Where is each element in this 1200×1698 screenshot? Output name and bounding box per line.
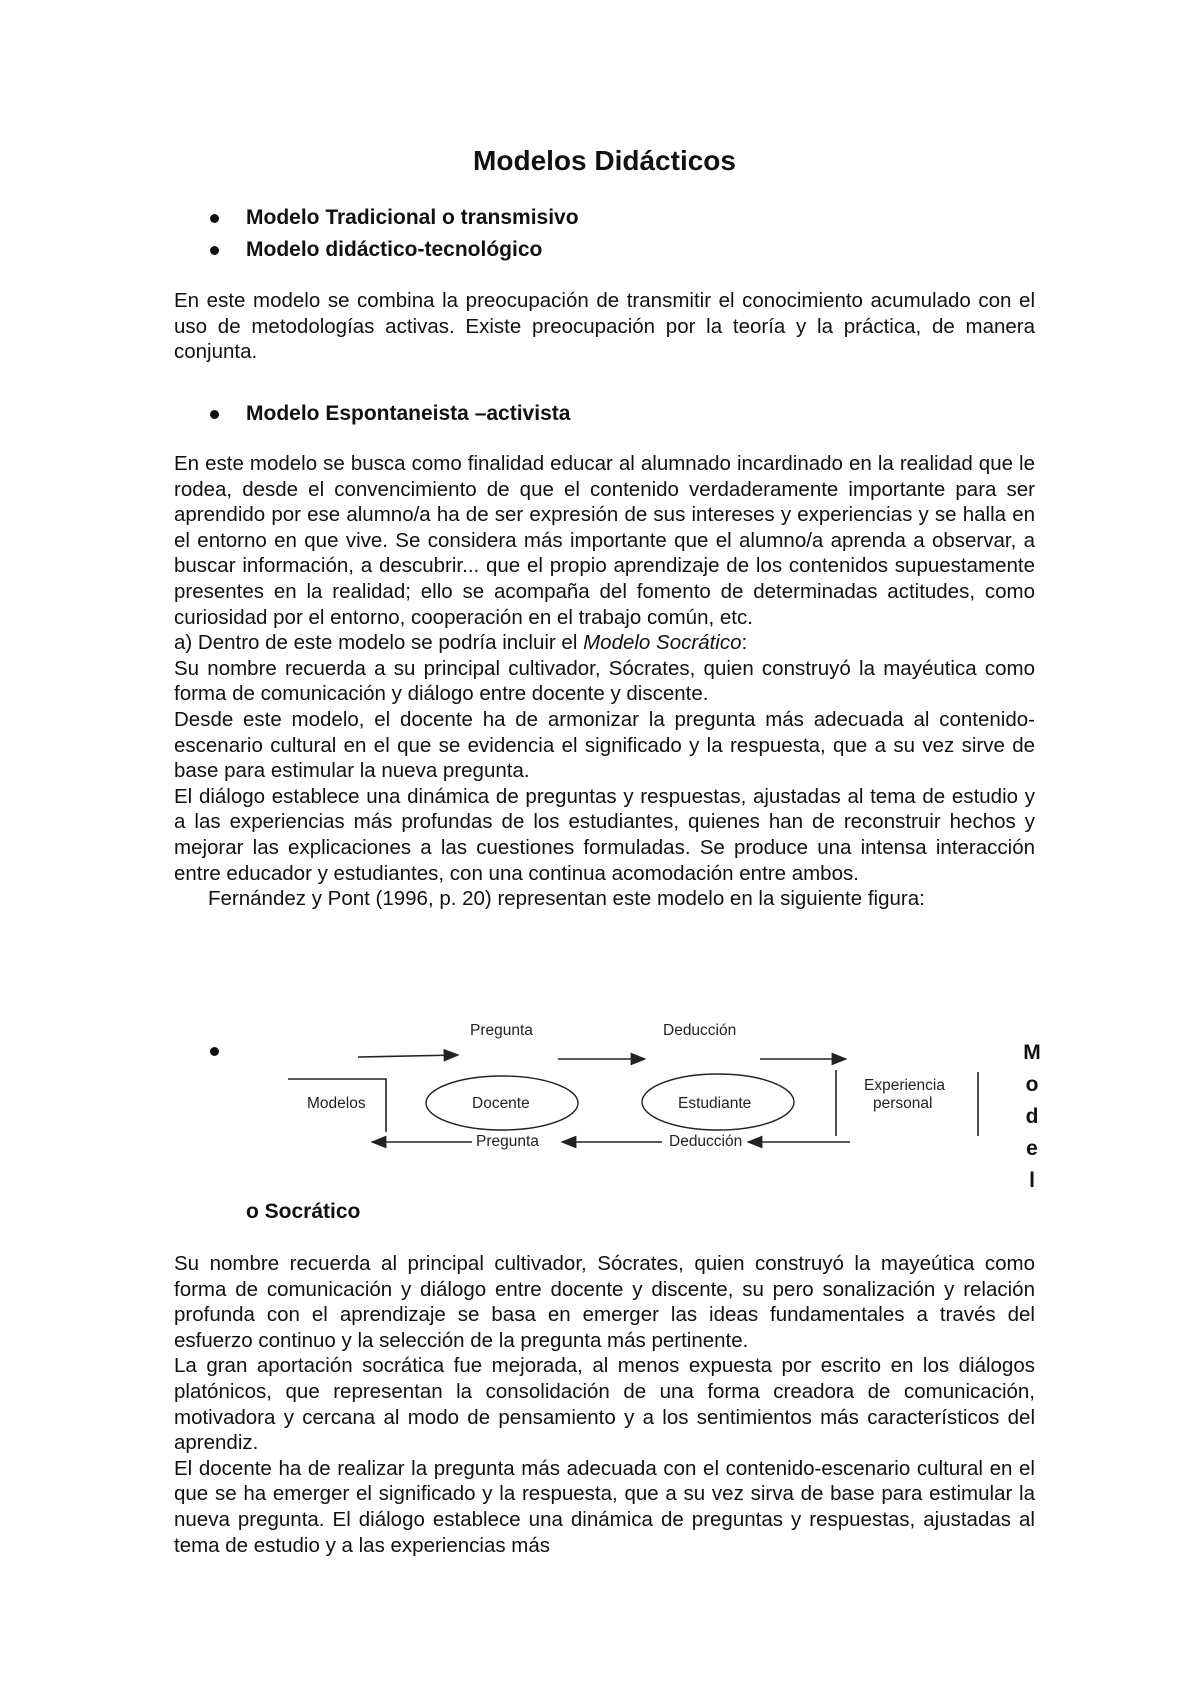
- vertical-letter-d: d: [1025, 1105, 1039, 1128]
- label-pregunta-bottom: Pregunta: [476, 1133, 539, 1150]
- intro-italic: Modelo Socrático: [583, 631, 742, 655]
- paragraph-fernandez: Fernández y Pont (1996, p. 20) representan este modelo en la siguiente figura:: [208, 887, 925, 911]
- heading-socratico: o Socrático: [246, 1200, 361, 1223]
- section-socratico-heading: [174, 1197, 1035, 1227]
- label-deduccion-bottom: Deducción: [669, 1133, 743, 1150]
- bullet-label: Modelo didáctico-tecnológico: [246, 238, 543, 261]
- paragraph-desde: Desde este modelo, el docente ha de armonizar la pregunta más adecuada al contenido-escenario cultural en el que se evidencia el significado y la respuesta, que a su vez sirve de base para estimular la nueva pregunta.: [174, 707, 1035, 783]
- paragraph-dialogo: El diálogo establece una dinámica de preguntas y respuestas, ajustadas al tema de estudio y a las experiencias más profundas de los estudiantes, quienes han de reconstruir hechos y mejorar las explicaciones a las cuestiones formuladas. Se produce una intensa interacción entre educador y estudiantes, con una continua acomodación entre ambos.: [174, 784, 1035, 885]
- arrow-pregunta-top: [358, 1055, 458, 1057]
- label-docente: Docente: [472, 1095, 530, 1112]
- label-estudiante: Estudiante: [678, 1095, 752, 1112]
- intro-text: a) Dentro de este modelo se podría incluir el: [174, 631, 584, 655]
- vertical-letter-o: o: [1025, 1073, 1039, 1096]
- label-experiencia: Experiencia: [864, 1077, 945, 1094]
- intro-colon: :: [741, 631, 748, 655]
- vertical-letter-l: l: [1029, 1169, 1035, 1192]
- paragraph-socratico-2: La gran aportación socrática fue mejorada, al menos expuesta por escrito en los diálogos platónicos, que representan la consolidación de una forma creadora de comunicación, motivadora y cercana al modo de pensamiento y a los sentimientos más característicos del aprendiz.: [174, 1354, 1035, 1455]
- bullet-label: Modelo Tradicional o transmisivo: [246, 206, 579, 229]
- paragraph-espontaneista: En este modelo se busca como finalidad educar al alumnado incardinado en la realidad que le rodea, desde el convencimiento de que el contenido verdaderamente importante para ser aprendido por ese alumno/a ha de ser expresión de sus intereses y experiencias y se halla en el entorno en que vive. Se considera más importante que el alumno/a aprenda a observar, a buscar información, a descubrir... que el propio aprendizaje de los contenidos supuestamente presentes en la realidad; ello se acompaña del fomento de determinadas actitudes, como curiosidad por el entorno, cooperación en el trabajo común, etc.: [174, 452, 1035, 629]
- label-personal: personal: [873, 1095, 933, 1112]
- paragraph-nombre: Su nombre recuerda a su principal cultivador, Sócrates, quien construyó la mayéutica como forma de comunicación y diálogo entre docente y discente.: [174, 656, 1035, 706]
- paragraph-socratico-1: Su nombre recuerda al principal cultivador, Sócrates, quien construyó la mayeútica como forma de comunicación y diálogo entre docente y discente, su pero sonalización y relación profunda con el aprendizaje se basa en emerger las ideas fundamentales a través del esfuerzo continuo y la selección de la pregunta más pertinente.: [174, 1252, 1035, 1352]
- label-modelos: Modelos: [307, 1095, 366, 1112]
- bullet-label: Modelo Espontaneista –activista: [246, 402, 571, 425]
- vertical-letter-e: e: [1026, 1137, 1038, 1160]
- vertical-letter-m: M: [1023, 1041, 1041, 1064]
- section-socratico-body: [174, 1251, 1035, 1558]
- paragraph-socratico-3: El docente ha de realizar la pregunta más adecuada con el contenido-escenario cultural en el que se ha emerger el significado y la respuesta, que a su vez sirva de base para estimular la nueva pregunta. El diálogo establece una dinámica de preguntas y respuestas, ajustadas al tema de estudio y a las experiencias más: [174, 1456, 1035, 1557]
- label-deduccion-top: Deducción: [663, 1022, 737, 1039]
- page-title: Modelos Didácticos: [473, 145, 736, 176]
- label-pregunta-top: Pregunta: [470, 1022, 533, 1039]
- paragraph-tecnologico: En este modelo se combina la preocupación de transmitir el conocimiento acumulado con el uso de metodologías activas. Existe preocupación por la teoría y la práctica, de manera conjunta.: [174, 289, 1035, 364]
